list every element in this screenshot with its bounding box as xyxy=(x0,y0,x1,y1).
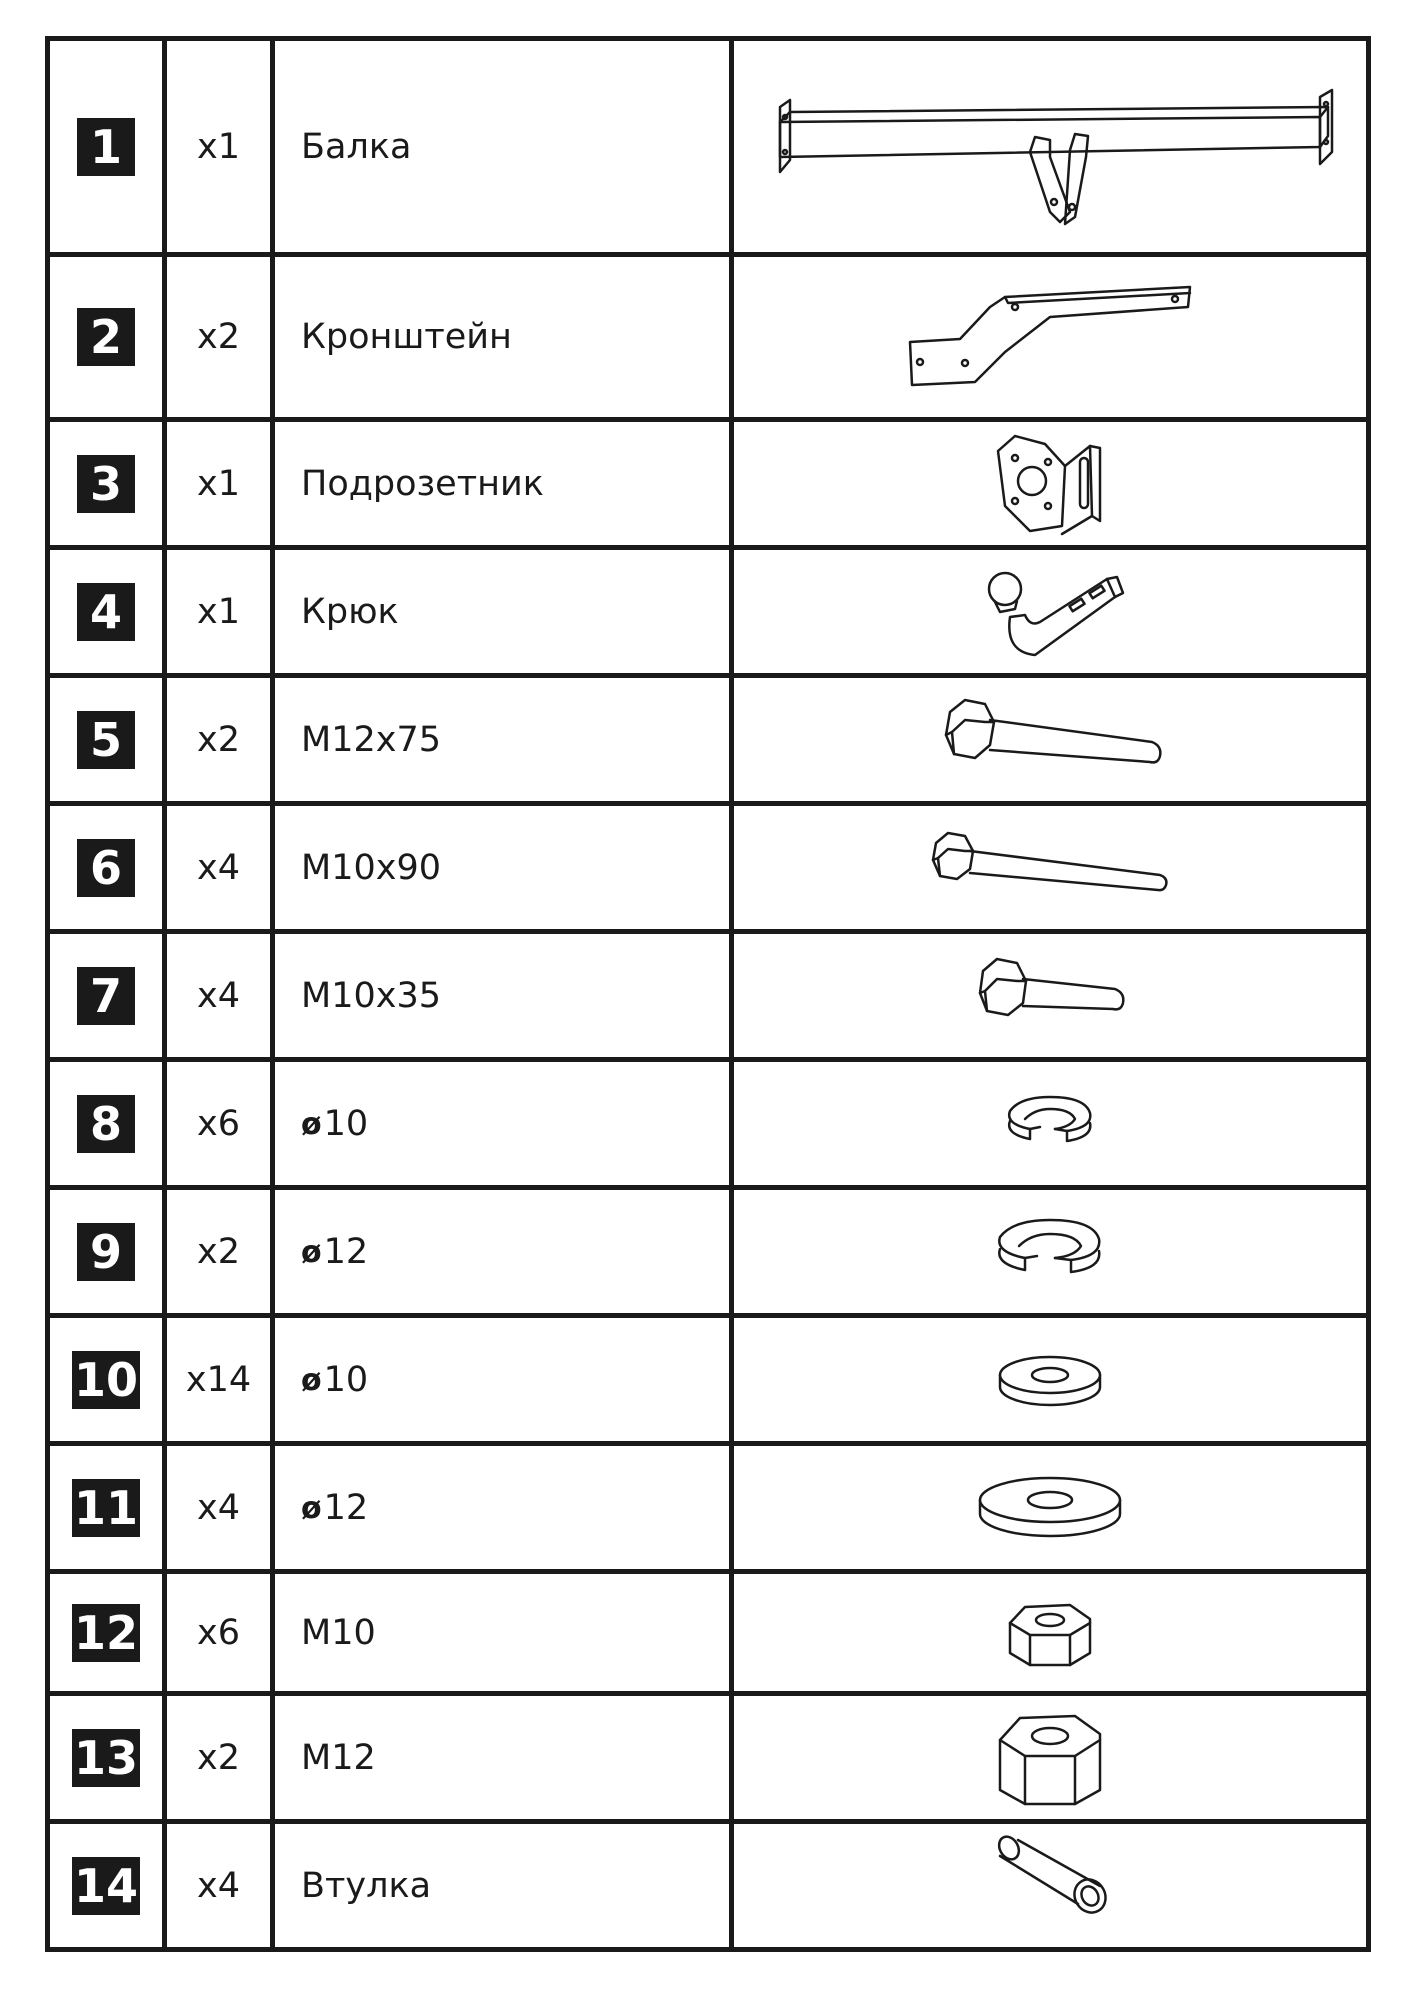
item-number-badge: 2 xyxy=(77,308,135,366)
quantity-cell: x6 xyxy=(165,1572,273,1694)
table-row xyxy=(48,1572,1369,1694)
quantity-cell: x1 xyxy=(165,39,273,255)
quantity-cell: x4 xyxy=(165,804,273,932)
item-number-badge: 5 xyxy=(77,711,135,769)
quantity-cell: x4 xyxy=(165,1444,273,1572)
item-number-badge: 12 xyxy=(73,1605,138,1660)
part-image-cell xyxy=(732,1694,1369,1822)
item-number-cell xyxy=(48,255,165,420)
bracket-icon xyxy=(890,267,1210,407)
item-number-cell xyxy=(48,1316,165,1444)
table-row xyxy=(48,804,1369,932)
quantity-cell: x2 xyxy=(165,676,273,804)
part-name-cell: М10х35 xyxy=(273,932,732,1060)
item-number-badge: 8 xyxy=(77,1095,135,1153)
part-image-cell xyxy=(732,548,1369,676)
part-image-cell xyxy=(732,39,1369,255)
item-number-badge: 4 xyxy=(77,583,135,641)
item-number-badge: 10 xyxy=(73,1352,138,1407)
diameter-symbol: ø xyxy=(301,1362,322,1398)
beam-icon xyxy=(750,62,1350,232)
tow-ball-icon xyxy=(965,557,1135,667)
spring-washer-icon xyxy=(995,1089,1105,1159)
item-number-cell xyxy=(48,1060,165,1188)
part-image-cell xyxy=(732,676,1369,804)
table-row xyxy=(48,1188,1369,1316)
item-number-cell xyxy=(48,420,165,548)
quantity-cell: x4 xyxy=(165,1822,273,1950)
bolt-icon xyxy=(930,690,1170,790)
diameter-symbol: ø xyxy=(301,1234,322,1270)
item-number-cell xyxy=(48,1822,165,1950)
item-number-badge: 9 xyxy=(77,1223,135,1281)
part-image-cell xyxy=(732,1316,1369,1444)
flat-washer-icon xyxy=(985,1345,1115,1415)
quantity-cell: x2 xyxy=(165,1188,273,1316)
bolt-icon xyxy=(965,951,1135,1041)
table-row xyxy=(48,1060,1369,1188)
part-name-text: 10 xyxy=(323,1360,369,1401)
part-name-text: 10 xyxy=(323,1104,369,1145)
socket-plate-icon xyxy=(970,426,1130,541)
item-number-cell xyxy=(48,1188,165,1316)
item-number-cell xyxy=(48,676,165,804)
part-image-cell xyxy=(732,932,1369,1060)
part-image-cell xyxy=(732,255,1369,420)
part-image-cell xyxy=(732,420,1369,548)
quantity-cell: x4 xyxy=(165,932,273,1060)
part-name-cell: Кронштейн xyxy=(273,255,732,420)
part-name-cell xyxy=(273,1188,732,1316)
table-row xyxy=(48,255,1369,420)
item-number-cell xyxy=(48,804,165,932)
quantity-cell: x2 xyxy=(165,1694,273,1822)
item-number-cell xyxy=(48,932,165,1060)
part-image-cell xyxy=(732,1822,1369,1950)
quantity-cell: x6 xyxy=(165,1060,273,1188)
item-number-badge: 3 xyxy=(77,455,135,513)
part-image-cell xyxy=(732,1572,1369,1694)
quantity-cell: x14 xyxy=(165,1316,273,1444)
table-row xyxy=(48,1694,1369,1822)
item-number-badge: 6 xyxy=(77,839,135,897)
bolt-icon xyxy=(920,823,1180,913)
table-row xyxy=(48,420,1369,548)
diameter-symbol: ø xyxy=(301,1106,322,1142)
item-number-badge: 1 xyxy=(77,118,135,176)
item-number-cell xyxy=(48,1572,165,1694)
part-image-cell xyxy=(732,1060,1369,1188)
hex-nut-icon xyxy=(995,1593,1105,1673)
part-name-cell: Втулка xyxy=(273,1822,732,1950)
quantity-cell: x1 xyxy=(165,548,273,676)
part-name-cell: Крюк xyxy=(273,548,732,676)
flat-washer-icon xyxy=(965,1468,1135,1548)
part-name-cell xyxy=(273,1444,732,1572)
quantity-cell: x1 xyxy=(165,420,273,548)
table-row xyxy=(48,548,1369,676)
diameter-symbol: ø xyxy=(301,1490,322,1526)
part-image-cell xyxy=(732,804,1369,932)
table-row xyxy=(48,1316,1369,1444)
part-name-cell: Балка xyxy=(273,39,732,255)
item-number-badge: 13 xyxy=(73,1730,138,1785)
table-row xyxy=(48,1444,1369,1572)
table-row xyxy=(48,1822,1369,1950)
table-row xyxy=(48,932,1369,1060)
part-name-cell xyxy=(273,1060,732,1188)
quantity-cell: x2 xyxy=(165,255,273,420)
part-image-cell xyxy=(732,1188,1369,1316)
item-number-cell xyxy=(48,1694,165,1822)
item-number-badge: 14 xyxy=(73,1858,138,1913)
part-name-cell: М12 xyxy=(273,1694,732,1822)
part-name-cell: М10х90 xyxy=(273,804,732,932)
part-name-text: 12 xyxy=(323,1488,369,1529)
item-number-badge: 7 xyxy=(77,967,135,1025)
part-image-cell xyxy=(732,1444,1369,1572)
item-number-cell xyxy=(48,1444,165,1572)
spring-washer-icon xyxy=(985,1212,1115,1292)
item-number-cell xyxy=(48,39,165,255)
table-row xyxy=(48,39,1369,255)
part-name-cell: М12х75 xyxy=(273,676,732,804)
part-name-cell: Подрозетник xyxy=(273,420,732,548)
table-row xyxy=(48,676,1369,804)
sleeve-icon xyxy=(980,1826,1120,1946)
parts-list-table xyxy=(45,36,1371,1952)
hex-nut-icon xyxy=(985,1700,1115,1815)
part-name-text: 12 xyxy=(323,1232,369,1273)
item-number-cell xyxy=(48,548,165,676)
item-number-badge: 11 xyxy=(73,1480,138,1535)
part-name-cell xyxy=(273,1316,732,1444)
part-name-cell: М10 xyxy=(273,1572,732,1694)
